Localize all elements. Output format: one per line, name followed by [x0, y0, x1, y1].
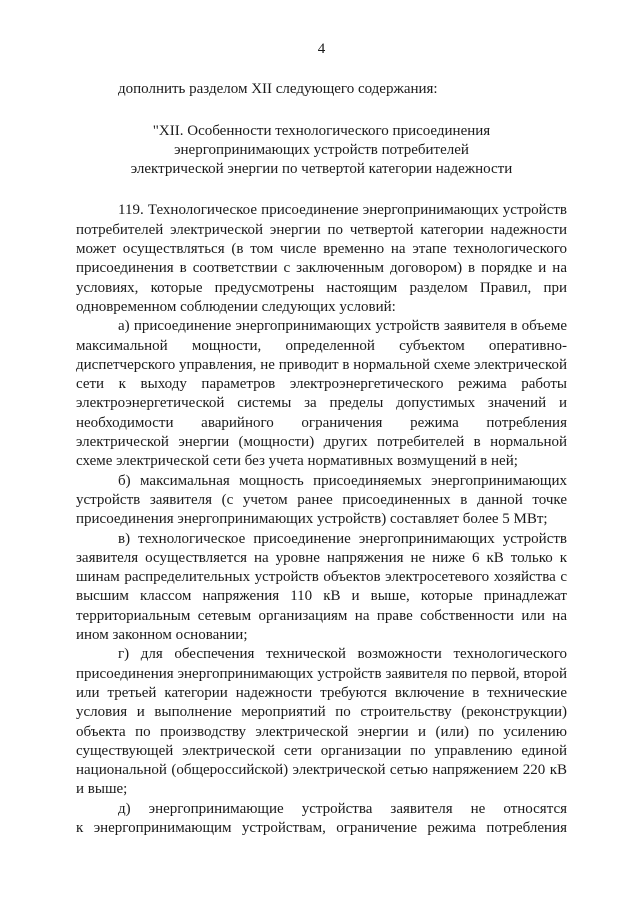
- paragraph-item-g: г) для обеспечения технической возможности технологического присоединения энергопринимающих устройств заявителя по первой, второй или третьей категории надежности требуются включение в технические условия и выполнение мероприятий по строительству (реконструкции) объекта по производству электрической энергии и (или) по усилению существующей электрической сети организации по управлению единой национальной (общероссийской) электрической сетью напряжением 220 кВ и выше;: [76, 646, 567, 798]
- paragraph-item-v: в) технологическое присоединение энергопринимающих устройств заявителя осуществляется на уровне напряжения не ниже 6 кВ только к шинам распределительных устройств объектов электросетевого хозяйства с высшим классом напряжения 110 кВ и выше, которые принадлежат территориальным сетевым организациям на праве собственности или на ином законном основании;: [76, 530, 567, 644]
- page-number: 4: [317, 41, 326, 57]
- paragraph-line: д) энергопринимающие устройства заявителя не относятся: [118, 800, 567, 817]
- heading-line: "XII. Особенности технологического присоединения: [152, 122, 491, 139]
- paragraph-line: к энергопринимающим устройствам, ограничение режима потребления: [76, 819, 567, 836]
- paragraph-item-d: [76, 800, 567, 839]
- paragraph-item-a: а) присоединение энергопринимающих устройств заявителя в объеме максимальной мощности, определенной субъектом оперативно-диспетчерского управления, не приводит в нормальной схеме электрической сети к выходу параметров электроэнергетического режима работы электроэнергетической системы за пределы допустимых значений и необходимости аварийного ограничения режима потребления электрической энергии (мощности) других потребителей в нормальной схеме электрической сети без учета нормативных возмущений в ней;: [76, 318, 567, 470]
- heading-line: энергопринимающих устройств потребителей: [174, 141, 469, 158]
- heading-line: электрической энергии по четвертой категории надежности: [130, 161, 513, 178]
- section-heading: [76, 122, 567, 180]
- intro-text: дополнить разделом XII следующего содержания:: [118, 81, 438, 98]
- paragraph-119: 119. Технологическое присоединение энергопринимающих устройств потребителей электрической энергии по четвертой категории надежности может осуществляться (в том числе временно на этапе технологического присоединения в соответствии с заключенным договором) в порядке и на условиях, которые предусмотрены настоящим разделом Правил, при одновременном соблюдении следующих условий:: [76, 202, 567, 315]
- paragraph-item-b: б) максимальная мощность присоединяемых энергопринимающих устройств заявителя (с учетом ранее присоединенных в данной точке присоединения энергопринимающих устройств) составляет более 5 МВт;: [76, 472, 567, 528]
